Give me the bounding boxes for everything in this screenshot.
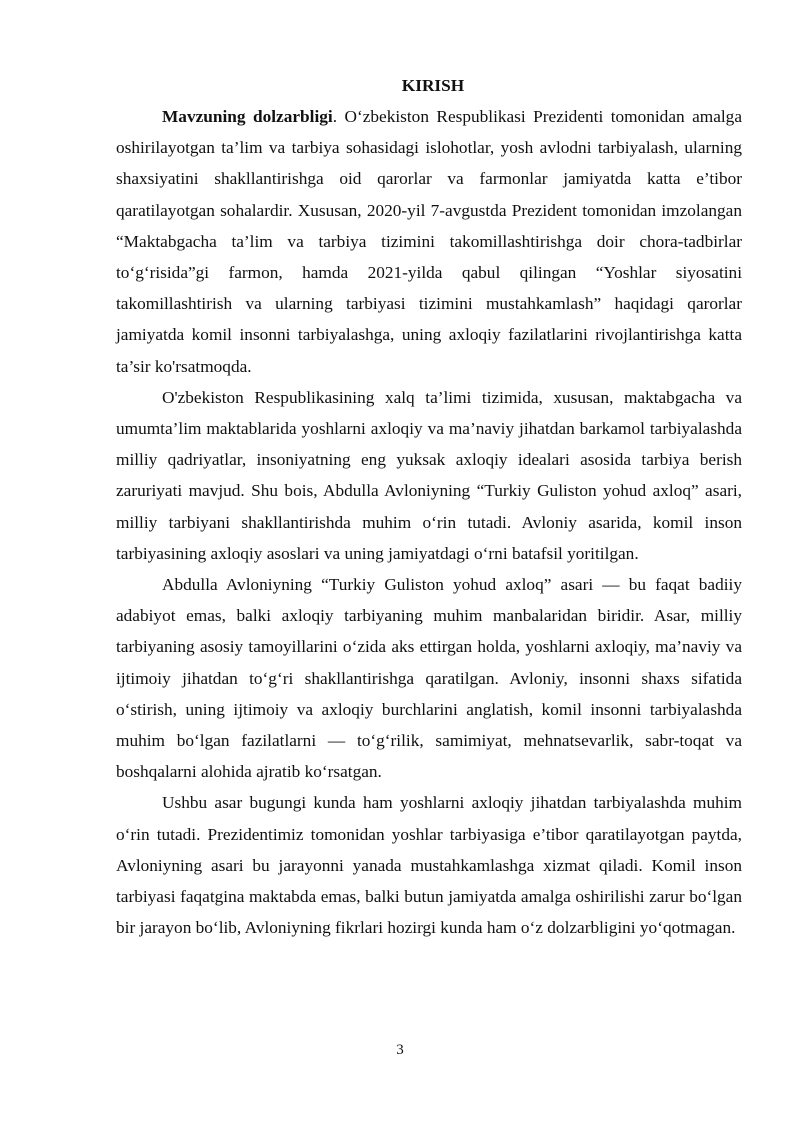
paragraph-lead: Mavzuning dolzarbligi [162,107,333,126]
paragraph-4: Ushbu asar bugungi kunda ham yoshlarni axloqiy jihatdan tarbiyalashda muhim o‘rin tutadi. Prezidentimiz tomonidan yoshlar tarbiyasiga e’tibor qaratilayotgan paytda, Avloniyning asari bu jarayonni yanada mustahkamlashga xizmat qiladi. Komil inson tarbiyasi faqatgina maktabda emas, balki butun jamiyatda amalga oshirilishi zarur bo‘lgan bir jarayon bo‘lib, Avloniyning fikrlari hozirgi kunda ham o‘z dolzarbligini yo‘qotmagan. [116,793,742,938]
paragraph-text: . O‘zbekiston Respublikasi Prezidenti tomonidan amalga oshirilayotgan ta’lim va tarbiya sohasidagi islohotlar, yosh avlodni tarbiyalash, ularning shaxsiyatini shakllantirishga oid qarorlar va farmonlar jamiyatda katta e’tibor qaratilayotgan sohalardir. Xususan, 2020-yil 7-avgustda Prezident tomonidan imzolangan “Maktabgacha ta’lim va tarbiya tizimini takomillashtirishga doir chora-tadbirlar to‘g‘risida”gi farmon, hamda 2021-yilda qabul qilingan “Yoshlar siyosatini takomillashtirish va ularning tarbiyasi tizimini mustahkamlash” haqidagi qarorlar jamiyatda komil insonni tarbiyalashga, uning axloqiy fazilatlarini rivojlantirishga katta ta’sir ko'rsatmoqda. [116,107,742,376]
paragraph-1 [116,101,742,382]
section-heading: KIRISH [401,76,465,95]
page-content [116,72,742,943]
paragraph-3: Abdulla Avloniyning “Turkiy Guliston yohud axloq” asari — bu faqat badiiy adabiyot emas, balki axloqiy tarbiyaning muhim manbalaridan biridir. Asar, milliy tarbiyaning asosiy tamoyillarini o‘zida aks ettirgan holda, yoshlarni axloqiy, ma’naviy va ijtimoiy jihatdan to‘g‘ri shakllantirishga qaratilgan. Avloniy, insonni shaxs sifatida o‘stirish, uning ijtimoiy va axloqiy burchlarini anglatish, komil insonni tarbiyalashda muhim bo‘lgan fazilatlarni — to‘g‘rilik, samimiyat, mehnatsevarlik, sabr-toqat va boshqalarni alohida ajratib ko‘rsatgan. [116,575,742,782]
page-number: 3 [396,1042,404,1058]
paragraph-2: O'zbekiston Respublikasining xalq ta’limi tizimida, xususan, maktabgacha va umumta’lim maktablarida yoshlarni axloqiy va ma’naviy jihatdan barkamol tarbiyalashda milliy qadriyatlar, insoniyatning eng yuksak axloqiy idealari asosida tarbiya berish zaruriyati mavjud. Shu bois, Abdulla Avloniyning “Turkiy Guliston yohud axloq” asari, milliy tarbiyani shakllantirishda muhim o‘rin tutadi. Avloniy asarida, komil inson tarbiyasining axloqiy asoslari va uning jamiyatdagi o‘rni batafsil yoritilgan. [116,387,742,563]
